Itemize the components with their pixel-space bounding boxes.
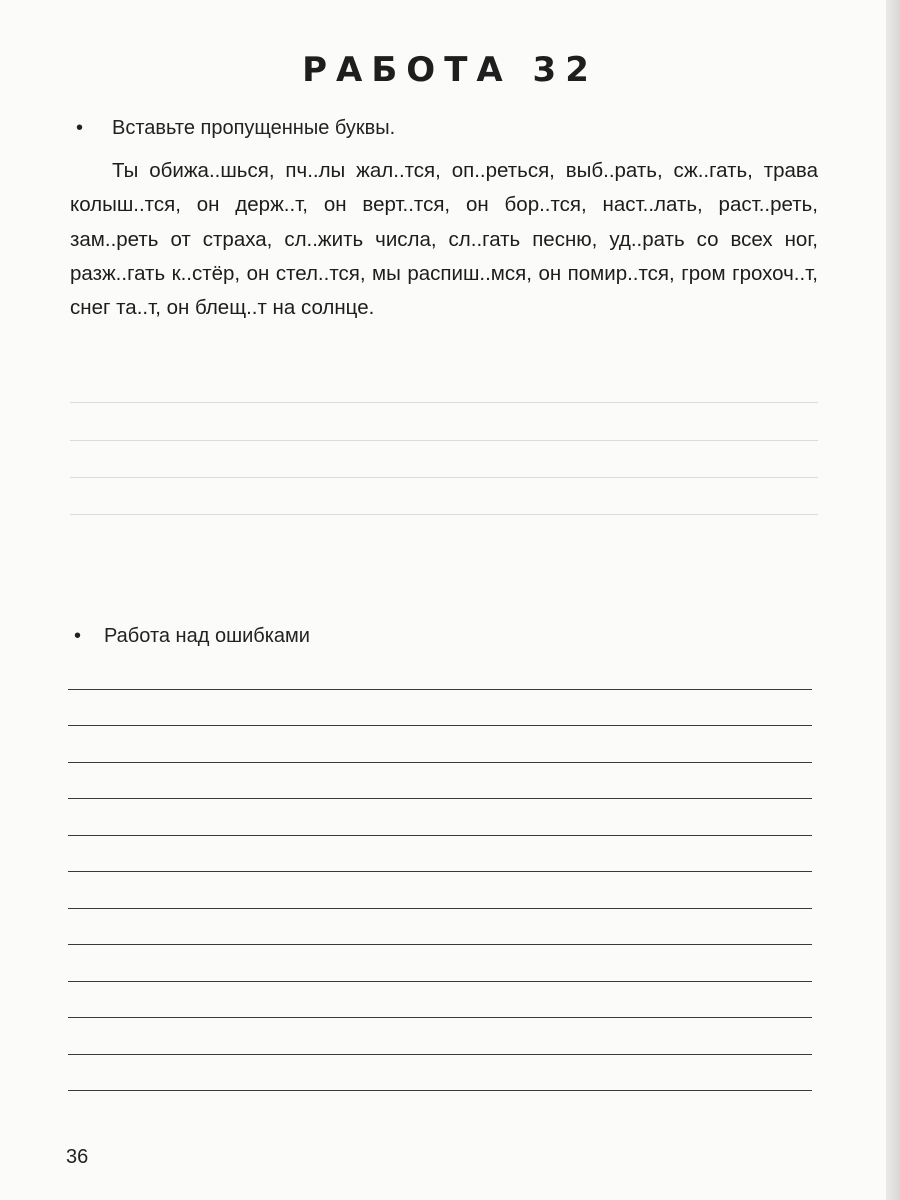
writing-line [68, 835, 812, 836]
writing-line [68, 981, 812, 982]
writing-line [68, 1054, 812, 1055]
guide-line [70, 477, 818, 478]
writing-line [68, 798, 812, 799]
writing-line [68, 1090, 812, 1091]
writing-line [68, 908, 812, 909]
writing-line [68, 689, 812, 690]
task2-bullet: • [74, 625, 82, 647]
guide-line [70, 514, 818, 515]
page-title: РАБОТА 32 [302, 50, 598, 90]
guide-line [70, 440, 818, 441]
task2-instruction: Работа над ошибками [104, 625, 310, 647]
exercise-text: Ты обижа..шься, пч..лы жал..тся, оп..реться, выб..рать, сж..гать, трава колыш..тся, он держ..т, он верт..тся, он бор..тся, наст..лать, раст..реть, зам..реть от страха, сл..жить числа, сл..гать песню, уд..рать со всех ног, разж..гать к..стёр, он стел..тся, мы распиш..мся, он помир..тся, гром грохоч..т, снег та..т, он блещ..т на солнце. [70, 159, 818, 320]
page-edge [886, 0, 900, 1200]
task1-instruction: Вставьте пропущенные буквы. [112, 117, 396, 139]
guide-line [70, 402, 818, 403]
writing-line [68, 725, 812, 726]
writing-line [68, 871, 812, 872]
page-number: 36 [66, 1146, 89, 1168]
writing-line [68, 762, 812, 763]
writing-line [68, 1017, 812, 1018]
writing-line [68, 944, 812, 945]
task1-bullet: • [76, 117, 84, 139]
